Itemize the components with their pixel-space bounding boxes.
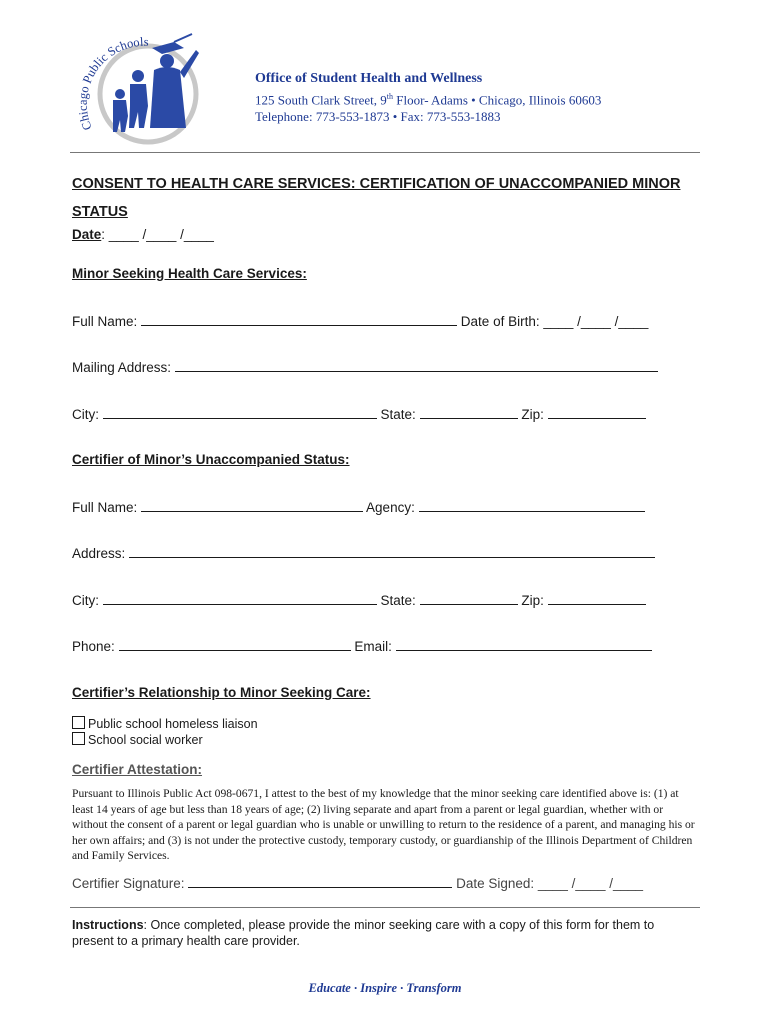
- certifier-section-heading: Certifier of Minor’s Unaccompanied Status:: [72, 452, 350, 467]
- signature-label: Certifier Signature:: [72, 876, 185, 891]
- certifier-address-field[interactable]: [129, 545, 655, 558]
- relationship-options: [72, 716, 258, 748]
- footer-motto: Educate · Inspire · Transform: [308, 981, 462, 995]
- certifier-name-row: [72, 499, 645, 515]
- certifier-city-row: [72, 592, 646, 608]
- certifier-zip-field[interactable]: [548, 592, 646, 605]
- minor-name-row: [72, 313, 648, 329]
- form-title: CONSENT TO HEALTH CARE SERVICES: CERTIFICATION OF UNACCOMPANIED MINOR STATUS: [72, 176, 681, 220]
- office-info: [255, 70, 601, 125]
- header-divider: [70, 152, 700, 153]
- office-address: 125 South Clark Street, 9th Floor- Adams • Chicago, Illinois 60603: [255, 92, 602, 108]
- certifier-state-label: State:: [380, 593, 416, 608]
- office-contact: Telephone: 773-553-1873 • Fax: 773-553-1883: [255, 109, 501, 125]
- minor-city-row: [72, 406, 646, 422]
- minor-dob-field[interactable]: Date of Birth: ____ /____ /____: [460, 314, 649, 329]
- certifier-contact-row: [72, 638, 652, 654]
- relationship-section-heading: Certifier’s Relationship to Minor Seeking Care:: [72, 685, 371, 700]
- minor-city-field[interactable]: [103, 406, 377, 419]
- certifier-agency-label: Agency:: [366, 500, 415, 515]
- minor-full-name-label: Full Name:: [72, 314, 138, 329]
- minor-state-label: State:: [380, 407, 416, 422]
- checkbox-social-worker[interactable]: [72, 732, 85, 745]
- attestation-text: Pursuant to Illinois Public Act 098-0671, I attest to the best of my knowledge that the minor seeking care identified above is: (1) at least 14 years of age but less than 18 years of age; (2) living separate and apart from a parent or legal guardian, whether with or without the consent of a parent or legal guardian who is unable or unwilling to return to the residence of a parent, and managing his or her own affairs; and (3) is not under the protective custody, temporary custody, or guardianship of the Illinois Department of Children and Family Services.: [72, 787, 695, 863]
- certifier-phone-label: Phone:: [72, 639, 115, 654]
- option-social-worker[interactable]: School social worker: [72, 732, 258, 748]
- minor-full-name-field[interactable]: [141, 313, 457, 326]
- certifier-email-field[interactable]: [396, 638, 652, 651]
- option-homeless-liaison[interactable]: Public school homeless liaison: [72, 716, 258, 732]
- instructions-divider: [70, 907, 700, 908]
- minor-city-label: City:: [72, 407, 99, 422]
- logo-text: Chicago Public Schools: [75, 34, 149, 133]
- date-label: Date: [72, 227, 102, 242]
- minor-zip-label: Zip:: [521, 407, 544, 422]
- instructions-text: : Once completed, please provide the minor seeking care with a copy of this form for them to present to a primary health care provider.: [72, 918, 655, 948]
- date-blanks: : ____ /____ /____: [101, 227, 214, 242]
- attestation-heading: Certifier Attestation:: [72, 762, 203, 777]
- office-name: Office of Student Health and Wellness: [255, 71, 483, 86]
- minor-mailing-field[interactable]: [175, 359, 658, 372]
- signature-field[interactable]: [188, 875, 452, 888]
- cps-logo: [70, 28, 210, 148]
- minor-mailing-row: [72, 359, 658, 375]
- minor-mailing-label: Mailing Address:: [72, 360, 172, 375]
- certifier-city-label: City:: [72, 593, 99, 608]
- minor-state-field[interactable]: [420, 406, 518, 419]
- signature-row: [72, 875, 643, 891]
- instructions: [72, 917, 692, 949]
- certifier-full-name-label: Full Name:: [72, 500, 138, 515]
- certifier-phone-field[interactable]: [119, 638, 351, 651]
- certifier-email-label: Email:: [354, 639, 392, 654]
- certifier-address-row: [72, 545, 655, 561]
- minor-section-heading: Minor Seeking Health Care Services:: [72, 266, 307, 281]
- checkbox-homeless-liaison[interactable]: [72, 716, 85, 729]
- form-date-row[interactable]: [72, 227, 214, 242]
- certifier-city-field[interactable]: [103, 592, 377, 605]
- certifier-address-label: Address:: [72, 546, 126, 561]
- minor-zip-field[interactable]: [548, 406, 646, 419]
- certifier-state-field[interactable]: [420, 592, 518, 605]
- date-signed-field[interactable]: Date Signed: ____ /____ /____: [456, 876, 643, 891]
- certifier-zip-label: Zip:: [521, 593, 544, 608]
- certifier-full-name-field[interactable]: [141, 499, 363, 512]
- instructions-label: Instructions: [72, 918, 144, 932]
- certifier-agency-field[interactable]: [419, 499, 645, 512]
